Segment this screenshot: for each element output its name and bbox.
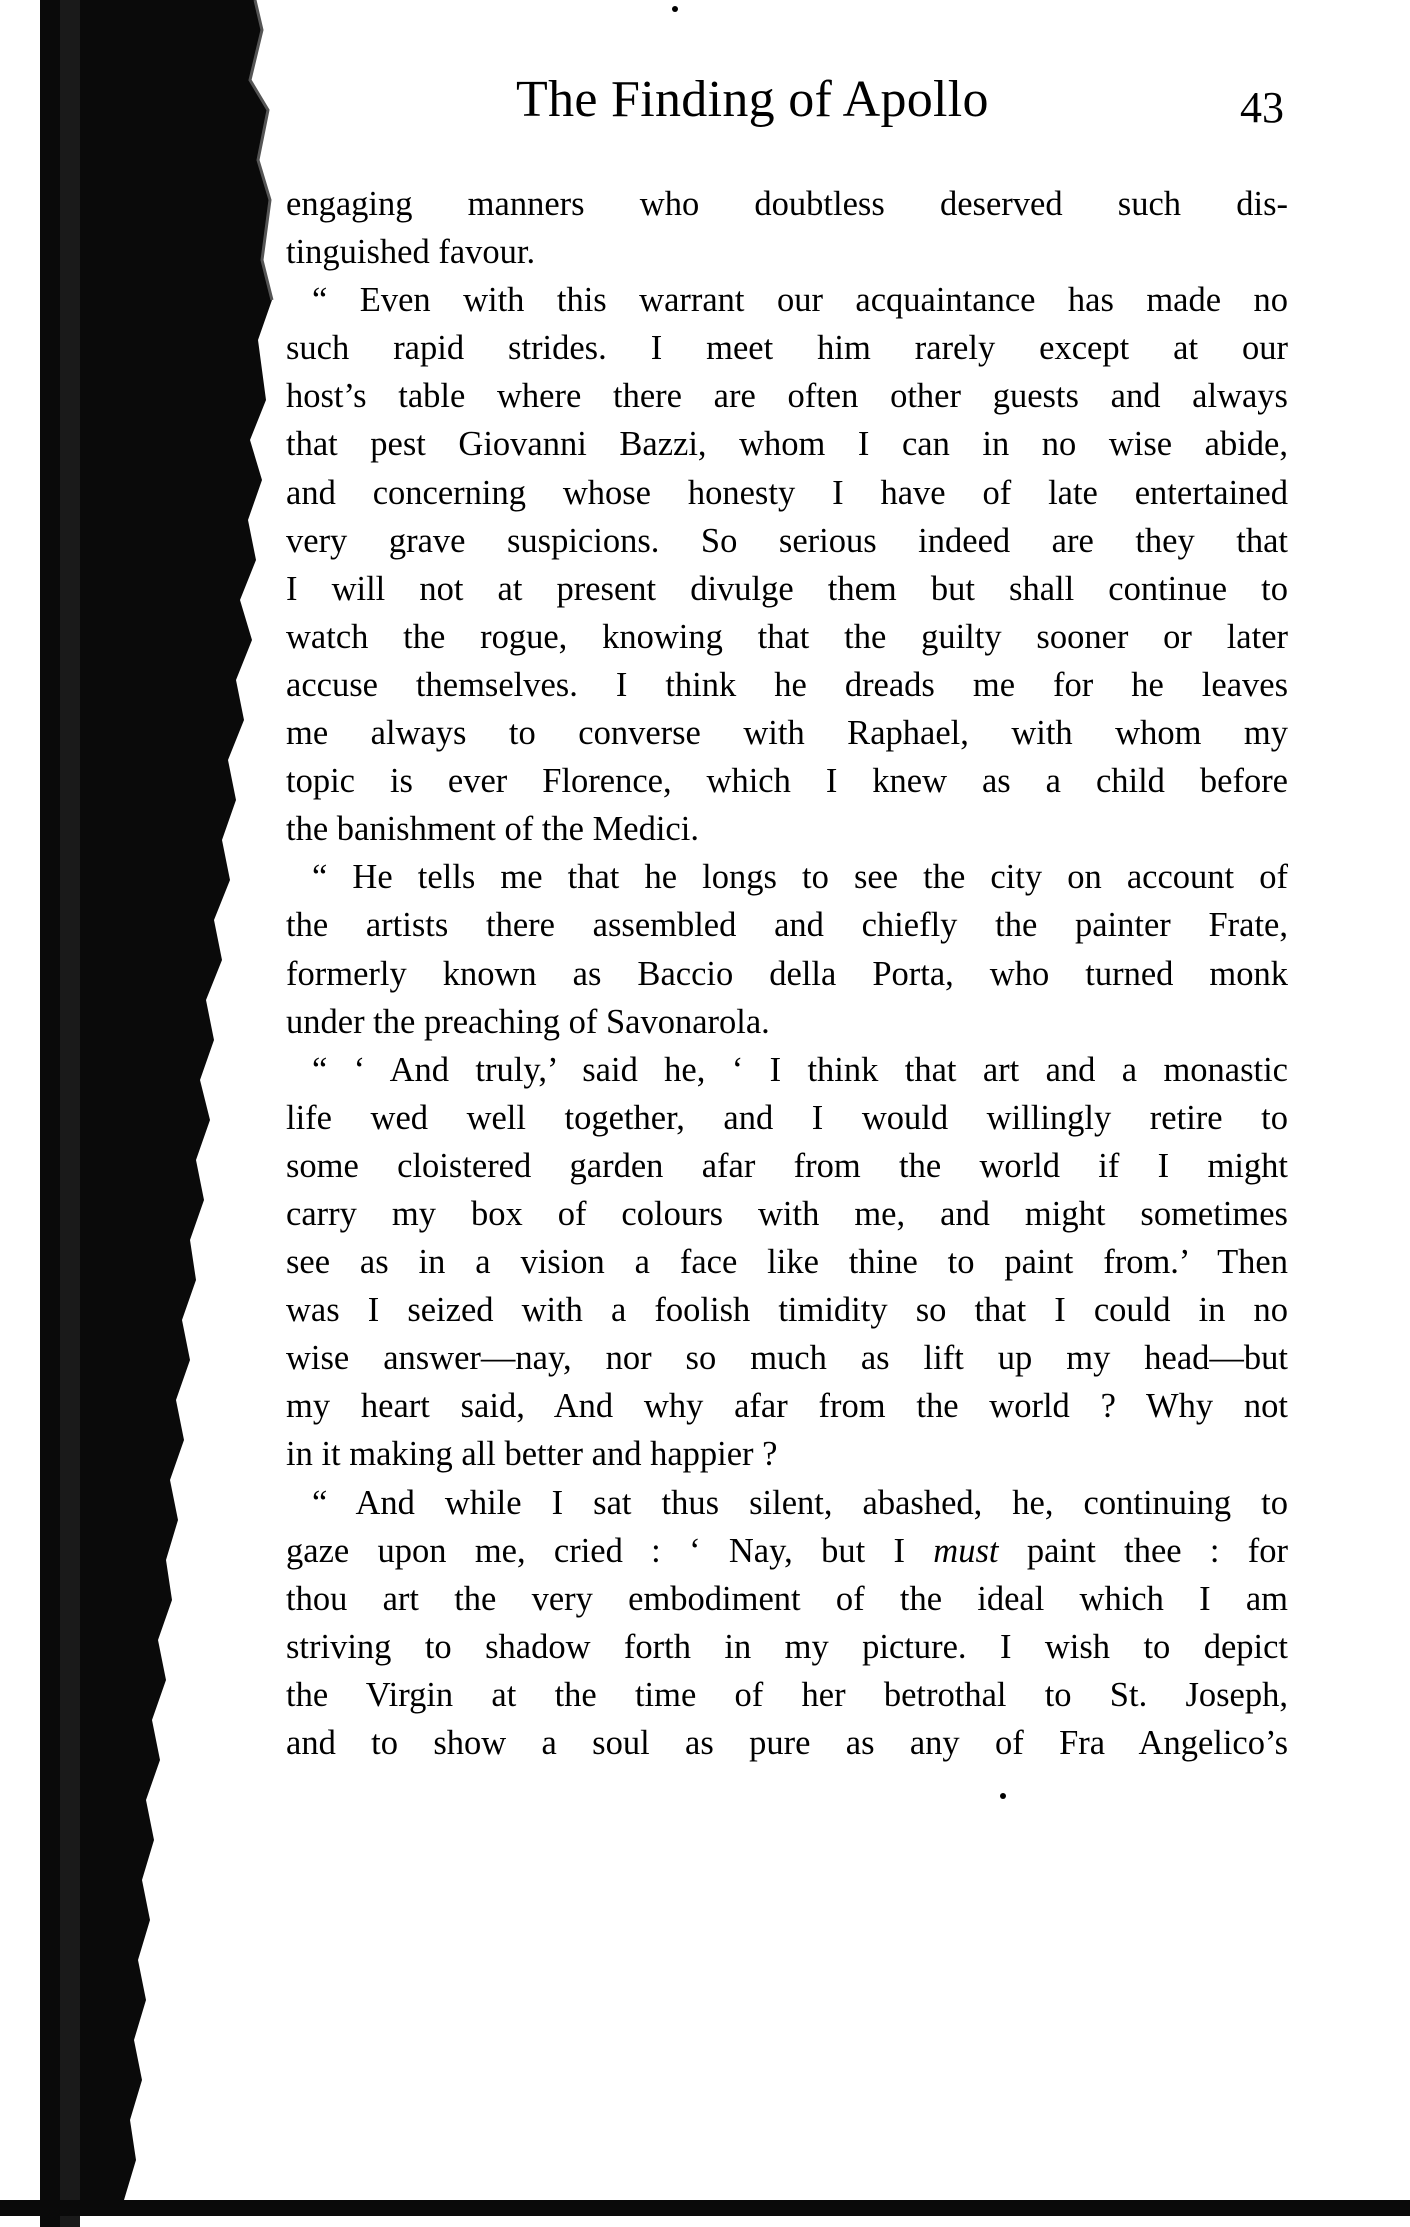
text-line: engaging manners who doubtless deserved such dis-	[286, 185, 1288, 223]
text-line: striving to shadow forth in my picture. I wish to depict	[286, 1627, 1288, 1666]
text-line: “ He tells me that he longs to see the city on account of	[312, 858, 1288, 897]
text-line	[286, 1527, 1288, 1575]
text-line: wise answer—nay, nor so much as lift up my head—but	[286, 1339, 1288, 1378]
text-line: some cloistered garden afar from the world if I might	[286, 1146, 1288, 1185]
running-title: The Finding of Apollo	[516, 71, 989, 128]
text-line: the banishment of the Medici.	[286, 810, 699, 849]
text-line: topic is ever Florence, which I knew as a child before	[286, 762, 1288, 801]
text-line: such rapid strides. I meet him rarely except at our	[286, 329, 1288, 368]
text-line: and to show a soul as pure as any of Fra Angelico’s	[286, 1724, 1288, 1762]
text-line: “ And while I sat thus silent, abashed, he, continuing to	[312, 1483, 1288, 1522]
text-line: I will not at present divulge them but shall continue to	[286, 569, 1288, 608]
text-line: me always to converse with Raphael, with whom my	[286, 714, 1288, 753]
text-line: in it making all better and happier ?	[286, 1435, 778, 1474]
text-line: accuse themselves. I think he dreads me for he leaves	[286, 665, 1288, 704]
text-line: under the preaching of Savonarola.	[286, 1002, 770, 1041]
page-number: 43	[1240, 83, 1284, 132]
body-text	[286, 180, 1288, 1767]
text-line: very grave suspicions. So serious indeed are they that	[286, 521, 1288, 560]
text-line: my heart said, And why afar from the world ? Why not	[286, 1387, 1288, 1426]
text-line: formerly known as Baccio della Porta, who turned monk	[286, 954, 1288, 993]
text-line: that pest Giovanni Bazzi, whom I can in no wise abide,	[286, 425, 1288, 464]
text-line: see as in a vision a face like thine to paint from.’ Then	[286, 1243, 1288, 1282]
text-line-segment: gaze upon me, cried : ‘ Nay, but I	[286, 1531, 905, 1570]
italic-emphasis: must	[933, 1531, 999, 1570]
text-line-segment: paint thee : for	[1026, 1531, 1289, 1570]
text-line: “ Even with this warrant our acquaintance has made no	[312, 281, 1288, 320]
scan-bottom-edge	[0, 2200, 1410, 2216]
text-line: “ ‘ And truly,’ said he, ‘ I think that art and a monastic	[312, 1050, 1288, 1089]
text-line: life wed well together, and I would willingly retire to	[286, 1098, 1288, 1137]
text-line: watch the rogue, knowing that the guilty sooner or later	[286, 617, 1288, 656]
text-line: was I seized with a foolish timidity so that I could in no	[286, 1291, 1288, 1330]
text-line: thou art the very embodiment of the ideal which I am	[286, 1579, 1288, 1618]
text-line: host’s table where there are often other guests and always	[286, 377, 1288, 416]
text-line: tinguished favour.	[286, 233, 536, 272]
page-header	[286, 70, 1288, 140]
scanned-gutter-shadow	[0, 0, 300, 2227]
scan-speck	[672, 6, 678, 12]
text-line: the artists there assembled and chiefly the painter Frate,	[286, 906, 1288, 945]
text-line: the Virgin at the time of her betrothal to St. Joseph,	[286, 1675, 1288, 1714]
scan-speck	[1000, 1793, 1006, 1799]
text-line: carry my box of colours with me, and might sometimes	[286, 1194, 1288, 1233]
text-line: and concerning whose honesty I have of late entertained	[286, 473, 1288, 512]
